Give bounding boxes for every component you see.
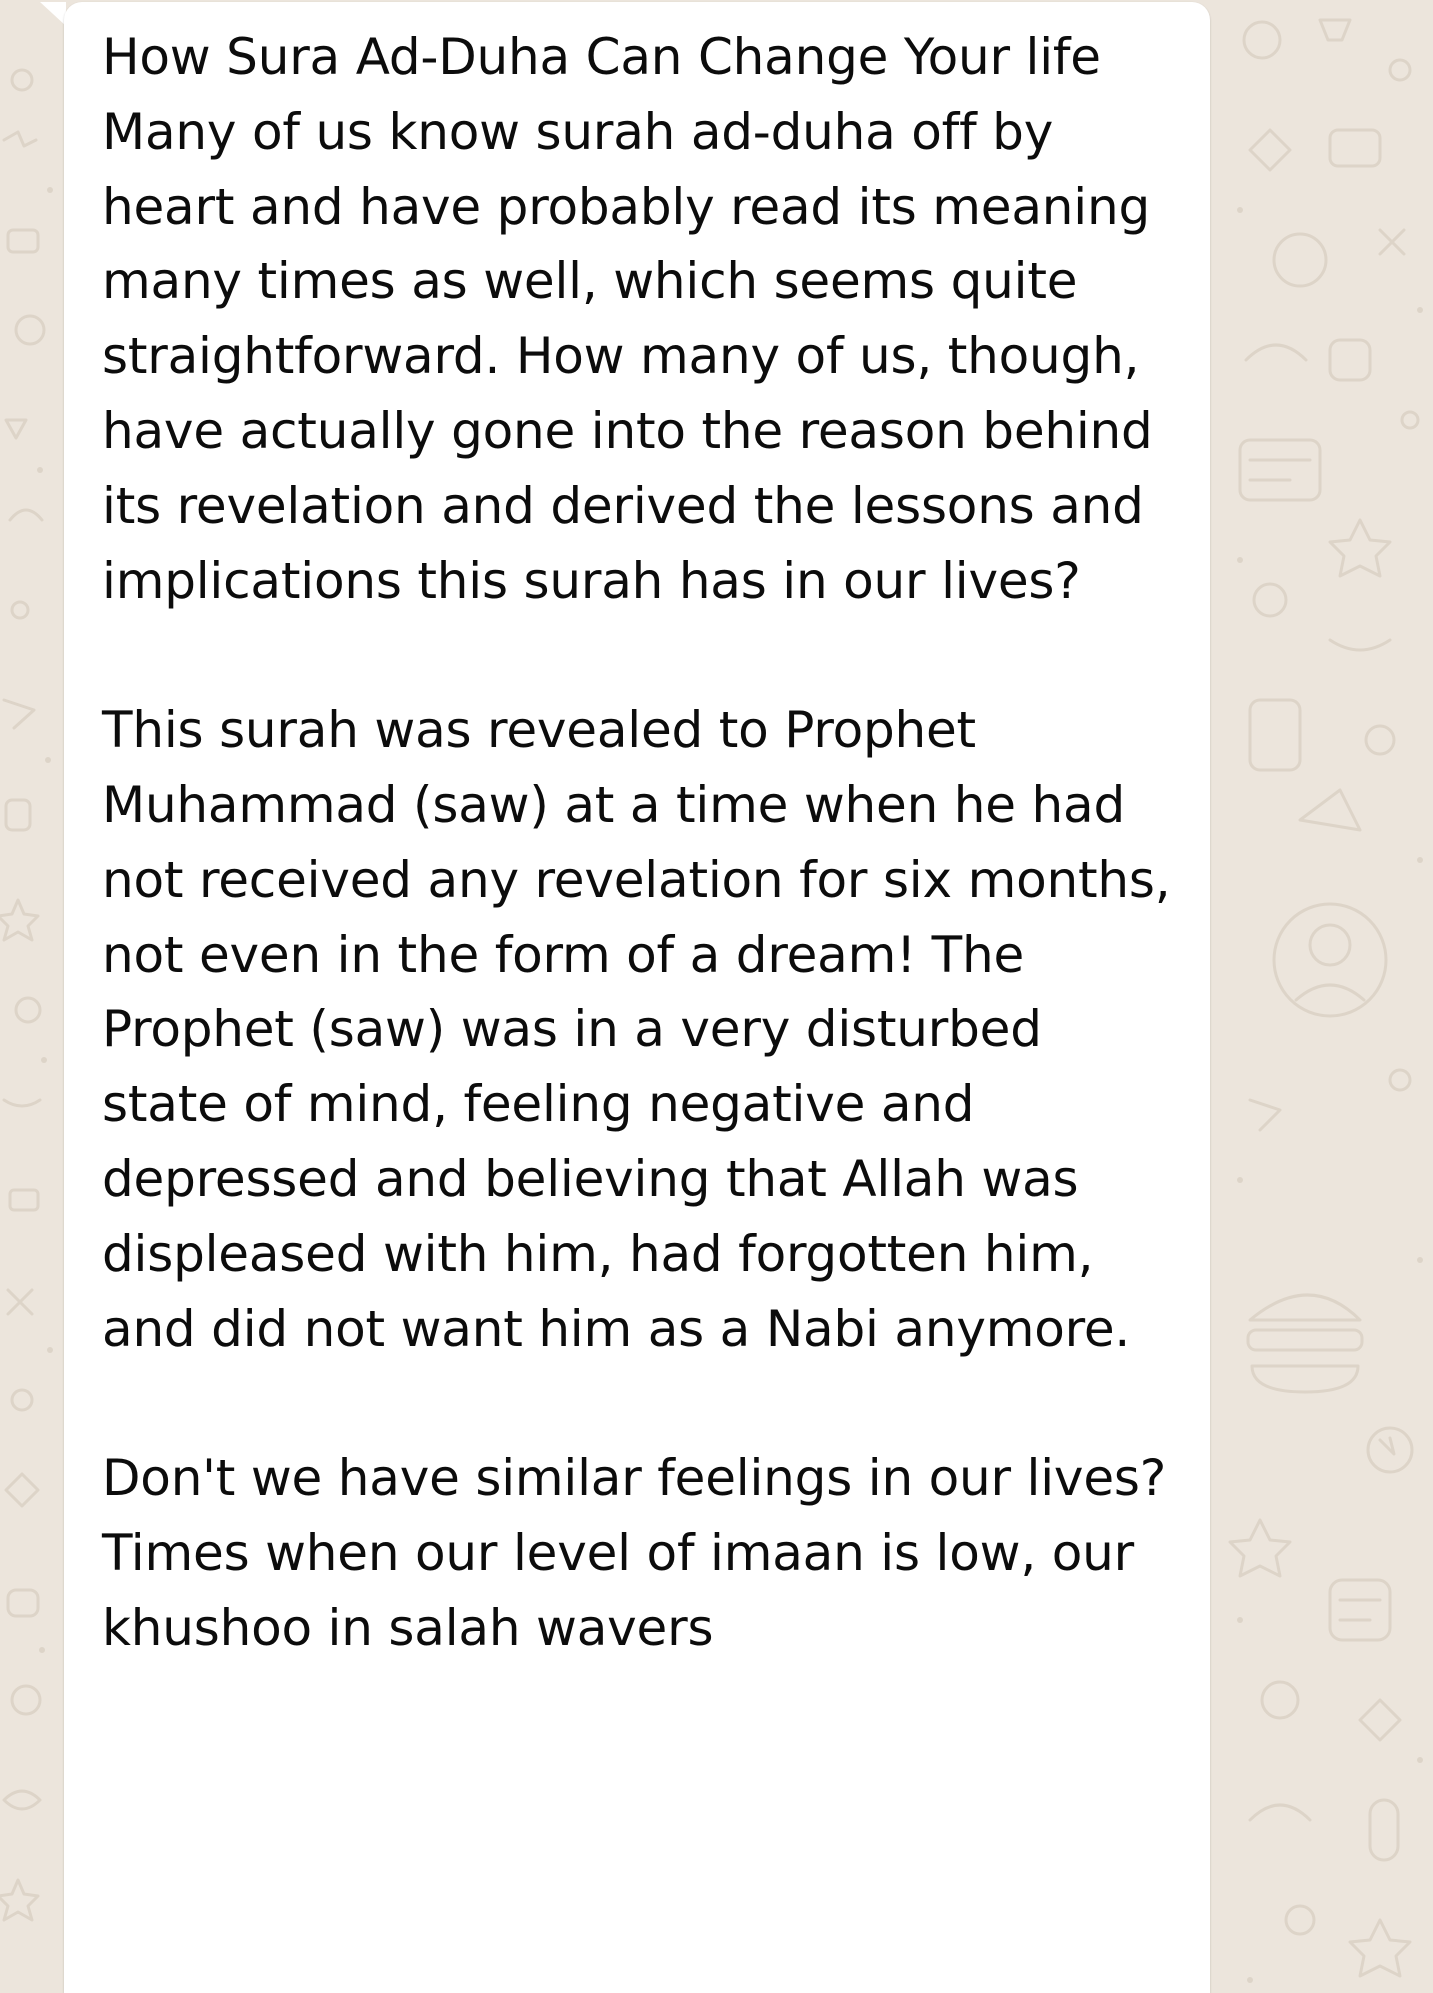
message-bubble-tail <box>40 2 66 26</box>
message-bubble[interactable] <box>64 2 1210 1993</box>
message-text <box>102 20 1182 1666</box>
paragraph-gap <box>102 1366 1182 1441</box>
message-paragraph: This surah was revealed to Prophet Muhammad (saw) at a time when he had not received any revelation for six months, not even in the form of a dream! The Prophet (saw) was in a very disturbed state of mind, feeling negative and depressed and believing that Allah was displeased with him, had forgotten him, and did not want him as a Nabi anymore. <box>102 701 1171 1358</box>
message-paragraph: Don't we have similar feelings in our lives? Times when our level of imaan is low, our khushoo in salah wavers <box>102 1449 1167 1657</box>
message-title: How Sura Ad-Duha Can Change Your life <box>102 28 1101 86</box>
paragraph-gap <box>102 618 1182 693</box>
message-paragraph: Many of us know surah ad-duha off by heart and have probably read its meaning many times as well, which seems quite straightforward. How many of us, though, have actually gone into the reason behind its revelation and derived the lessons and implications this surah has in our lives? <box>102 102 1153 610</box>
